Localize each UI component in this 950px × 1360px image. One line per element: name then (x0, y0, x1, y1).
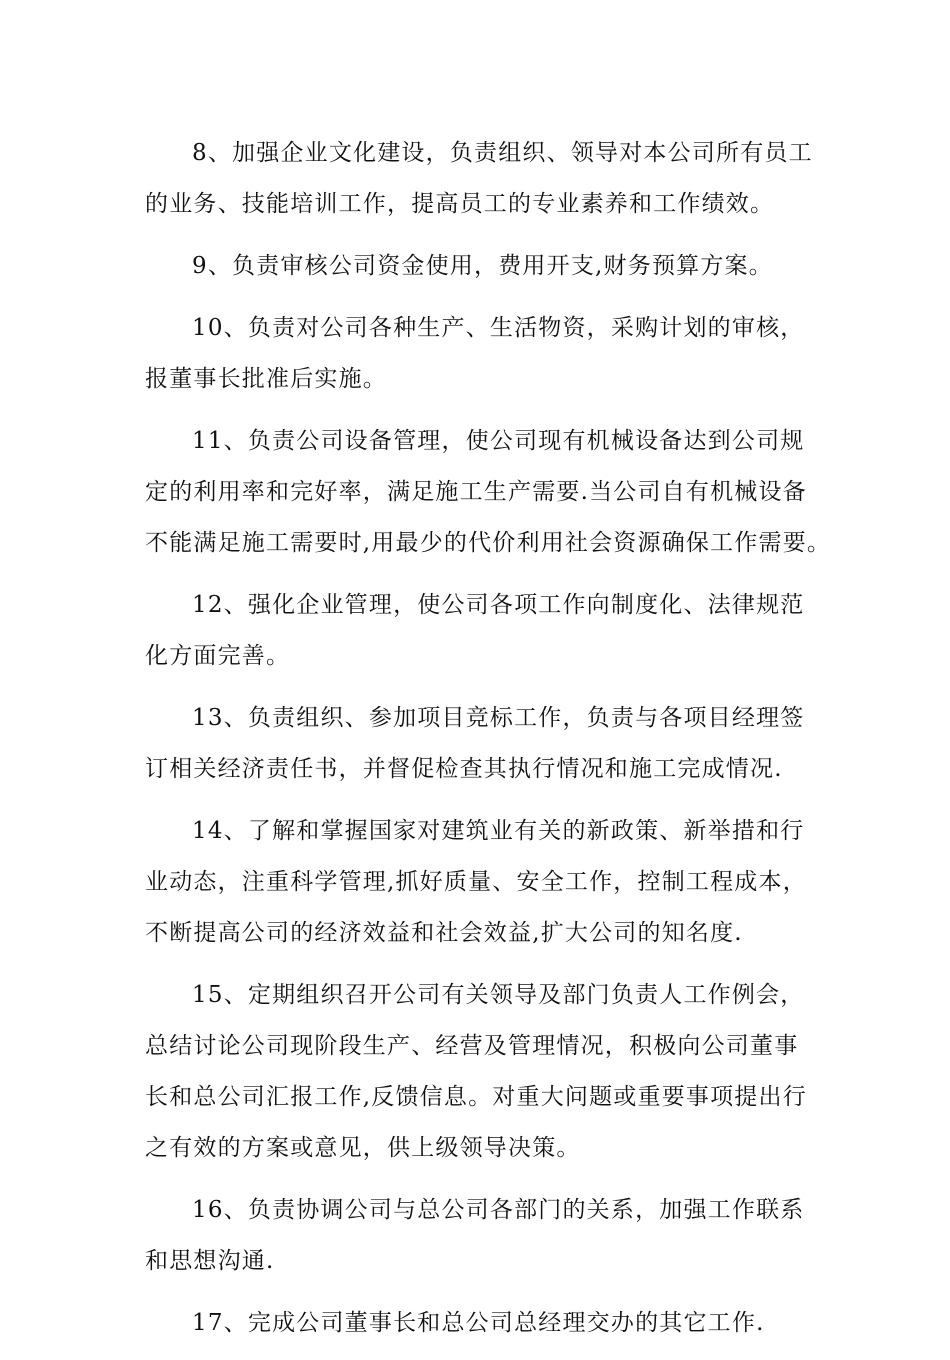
paragraph-line: 12、强化企业管理，使公司各项工作向制度化、法律规范 (192, 592, 805, 618)
paragraph-item-16 (145, 1185, 825, 1287)
paragraph-line: 14、了解和掌握国家对建筑业有关的新政策、新举措和行 (192, 818, 805, 844)
paragraph-item-14 (145, 806, 825, 959)
paragraph-item-13 (145, 693, 825, 795)
paragraph-line: 13、负责组织、参加项目竞标工作，负责与各项目经理签 (192, 705, 805, 731)
paragraph-line: 8、加强企业文化建设，负责组织、领导对本公司所有员工 (192, 140, 813, 166)
paragraph-item-15 (145, 970, 825, 1174)
paragraph-line: 不能满足施工需要时,用最少的代价利用社会资源确保工作需要。 (145, 530, 832, 556)
paragraph-line: 订相关经济责任书，并督促检查其执行情况和施工完成情况. (145, 756, 783, 782)
paragraph-line: 之有效的方案或意见，供上级领导决策。 (145, 1135, 581, 1161)
paragraph-line: 报董事长批准后实施。 (145, 366, 387, 392)
paragraph-line: 11、负责公司设备管理，使公司现有机械设备达到公司规 (192, 428, 805, 454)
paragraph-item-8 (145, 128, 825, 230)
document-body (145, 128, 832, 1360)
paragraph-line: 15、定期组织召开公司有关领导及部门负责人工作例会， (192, 982, 805, 1008)
paragraph-line: 的业务、技能培训工作，提高员工的专业素养和工作绩效。 (145, 191, 775, 217)
paragraph-line: 9、负责审核公司资金使用，费用开支,财务预算方案。 (192, 253, 773, 279)
paragraph-line: 总结讨论公司现阶段生产、经营及管理情况，积极向公司董事 (145, 1033, 799, 1059)
paragraph-line: 化方面完善。 (145, 643, 291, 669)
paragraph-line: 16、负责协调公司与总公司各部门的关系，加强工作联系 (192, 1197, 805, 1223)
paragraph-line: 不断提高公司的经济效益和社会效益,扩大公司的知名度. (145, 920, 743, 946)
paragraph-item-10 (145, 303, 825, 405)
paragraph-line: 和思想沟通. (145, 1248, 275, 1274)
paragraph-line: 定的利用率和完好率，满足施工生产需要.当公司自有机械设备 (145, 479, 807, 505)
paragraph-line: 10、负责对公司各种生产、生活物资，采购计划的审核， (192, 315, 805, 341)
paragraph-item-9 (145, 241, 825, 292)
paragraph-item-12 (145, 580, 825, 682)
paragraph-line: 业动态，注重科学管理,抓好质量、安全工作，控制工程成本， (145, 869, 807, 895)
paragraph-item-11 (145, 416, 832, 569)
paragraph-line: 长和总公司汇报工作,反馈信息。对重大问题或重要事项提出行 (145, 1084, 807, 1110)
paragraph-item-17 (145, 1298, 825, 1349)
paragraph-line: 17、完成公司董事长和总公司总经理交办的其它工作. (192, 1310, 765, 1336)
